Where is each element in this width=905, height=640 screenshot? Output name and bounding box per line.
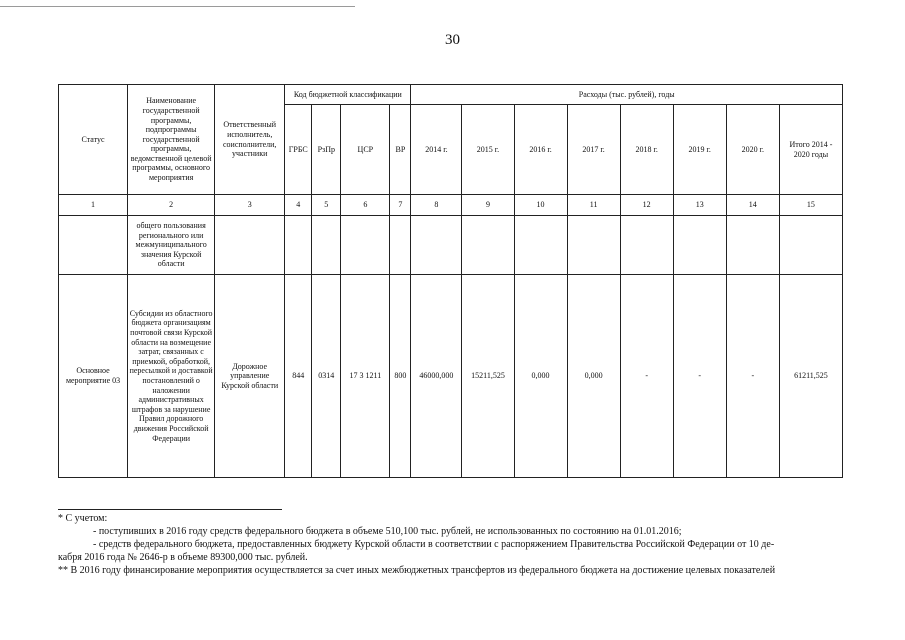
col-number: 6	[341, 195, 390, 216]
col-number: 13	[673, 195, 726, 216]
col-number: 3	[215, 195, 285, 216]
col-number: 10	[514, 195, 567, 216]
cell-responsible: Дорожное управление Курской области	[215, 275, 285, 478]
table-row-main-activity	[59, 275, 843, 478]
header-csr: ЦСР	[341, 105, 390, 195]
header-grbs: ГРБС	[285, 105, 312, 195]
header-2017: 2017 г.	[567, 105, 620, 195]
footnote-item-continued: кабря 2016 года № 2646-р в объеме 89300,000 тыс. рублей.	[58, 552, 308, 563]
header-expenses-group: Расходы (тыс. рублей), годы	[411, 85, 843, 105]
footnote-item: - поступивших в 2016 году средств федерального бюджета в объеме 510,100 тыс. рублей, не использованных по состоянию на 01.01.2016;	[93, 526, 682, 537]
cell-2015: 15211,525	[462, 275, 514, 478]
footnote-item: - средств федерального бюджета, предоставленных бюджету Курской области в соответствии с распоряжением Правительства Российской Федерации от 10 де-	[93, 539, 775, 550]
cell-empty	[726, 216, 779, 275]
header-status: Статус	[59, 85, 128, 195]
cell-csr: 17 3 1211	[341, 275, 390, 478]
cell-vr: 800	[390, 275, 411, 478]
header-2020: 2020 г.	[726, 105, 779, 195]
cell-2020: -	[726, 275, 779, 478]
header-2019: 2019 г.	[673, 105, 726, 195]
footnote-separator	[58, 509, 282, 510]
header-row-top	[59, 85, 843, 105]
col-number: 4	[285, 195, 312, 216]
cell-empty	[285, 216, 312, 275]
header-2018: 2018 г.	[620, 105, 673, 195]
top-border-line	[0, 6, 355, 7]
col-number: 2	[128, 195, 215, 216]
col-number: 1	[59, 195, 128, 216]
cell-name: Субсидии из областного бюджета организациям почтовой связи Курской области на возмещение затрат, связанных с приемкой, обработкой, пересылкой и доставкой постановлений о наложении административных штрафов за нарушение Правил дорожного движения Российской Федерации	[128, 275, 215, 478]
header-2015: 2015 г.	[462, 105, 514, 195]
header-vr: ВР	[390, 105, 411, 195]
cell-name-continuation: общего пользования регионального или межмуниципального значения Курской области	[128, 216, 215, 275]
cell-2019: -	[673, 275, 726, 478]
cell-empty	[341, 216, 390, 275]
header-name: Наименование государственной программы, подпрограммы государственной программы, ведомственной целевой программы, основного мероприятия	[128, 85, 215, 195]
col-number: 12	[620, 195, 673, 216]
cell-2017: 0,000	[567, 275, 620, 478]
cell-2016: 0,000	[514, 275, 567, 478]
footnote-title: * С учетом:	[58, 513, 108, 524]
cell-2018: -	[620, 275, 673, 478]
cell-empty	[390, 216, 411, 275]
cell-empty	[312, 216, 341, 275]
footnote-double-star: ** В 2016 году финансирование мероприятия осуществляется за счет иных межбюджетных трансфертов из федерального бюджета на достижение целевых показателей	[58, 565, 776, 576]
cell-empty	[620, 216, 673, 275]
col-number: 15	[779, 195, 842, 216]
col-number: 7	[390, 195, 411, 216]
header-total: Итого 2014 - 2020 годы	[779, 105, 842, 195]
header-responsible: Ответственный исполнитель, соисполнители, участники	[215, 85, 285, 195]
cell-empty	[462, 216, 514, 275]
budget-table	[58, 84, 843, 478]
cell-grbs: 844	[285, 275, 312, 478]
cell-2014: 46000,000	[411, 275, 462, 478]
table-row-continuation	[59, 216, 843, 275]
header-2016: 2016 г.	[514, 105, 567, 195]
header-rzpr: РзПр	[312, 105, 341, 195]
col-number: 8	[411, 195, 462, 216]
cell-empty	[567, 216, 620, 275]
cell-empty	[411, 216, 462, 275]
footnotes	[58, 512, 843, 577]
col-number: 14	[726, 195, 779, 216]
cell-total: 61211,525	[779, 275, 842, 478]
cell-rzpr: 0314	[312, 275, 341, 478]
col-number: 9	[462, 195, 514, 216]
cell-status: Основное мероприятие 03	[59, 275, 128, 478]
header-code-group: Код бюджетной классификации	[285, 85, 411, 105]
col-number: 5	[312, 195, 341, 216]
header-2014: 2014 г.	[411, 105, 462, 195]
cell-empty	[779, 216, 842, 275]
cell-empty	[59, 216, 128, 275]
column-number-row	[59, 195, 843, 216]
cell-empty	[215, 216, 285, 275]
col-number: 11	[567, 195, 620, 216]
cell-empty	[673, 216, 726, 275]
cell-empty	[514, 216, 567, 275]
page-number: 30	[445, 32, 460, 48]
